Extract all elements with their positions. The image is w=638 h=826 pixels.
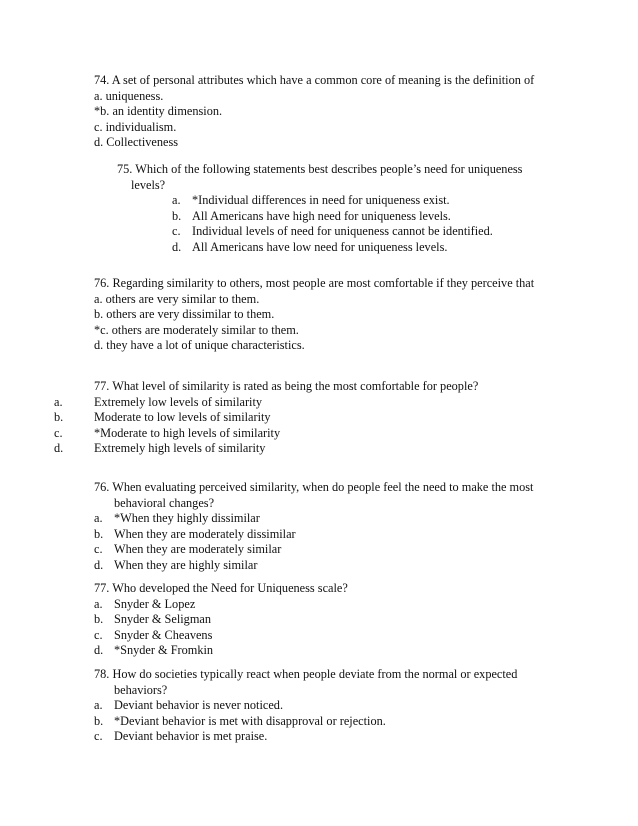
option-text: All Americans have low need for uniqueness levels. (192, 239, 448, 254)
option-letter: d. (172, 239, 182, 254)
answer-option (94, 542, 533, 558)
option-text: Individual levels of need for uniqueness cannot be identified. (192, 224, 493, 239)
option-letter: c. (94, 542, 103, 557)
answer-option: b. others are very dissimilar to them. (94, 307, 275, 322)
option-text: Extremely low levels of similarity (94, 394, 263, 409)
option-text: *Individual differences in need for uniqueness exist. (192, 193, 450, 208)
answer-option: a. others are very similar to them. (94, 291, 260, 306)
answer-option: *b. an identity dimension. (94, 104, 223, 119)
option-letter: b. (94, 713, 104, 728)
question-76 (94, 276, 534, 354)
option-text: When they are moderately similar (114, 542, 282, 557)
question-74 (94, 73, 534, 151)
option-letter: c. (94, 729, 103, 744)
option-text: Deviant behavior is met praise. (114, 729, 268, 744)
option-letter: a. (94, 596, 103, 611)
option-text: Snyder & Seligman (114, 612, 212, 627)
option-text: *Deviant behavior is met with disapproval or rejection. (114, 713, 386, 728)
option-text: *When they highly dissimilar (114, 511, 260, 526)
answer-option (117, 193, 522, 209)
answer-option (94, 729, 517, 745)
option-text: Moderate to low levels of similarity (94, 410, 271, 425)
answer-option (94, 698, 517, 714)
answer-option (94, 511, 533, 527)
answer-option (94, 643, 348, 659)
answer-option (54, 441, 478, 457)
option-letter: b. (54, 410, 64, 425)
option-letter: a. (172, 193, 181, 208)
answer-option: c. individualism. (94, 119, 177, 134)
option-letter: b. (94, 612, 104, 627)
answer-option (54, 395, 478, 411)
option-text: All Americans have high need for uniqueness levels. (192, 208, 451, 223)
answer-option (54, 426, 478, 442)
answer-option: d. they have a lot of unique characteristics. (94, 338, 305, 353)
question-stem: 76. When evaluating perceived similarity, when do people feel the need to make the most (94, 480, 534, 494)
option-text: *Snyder & Fromkin (114, 643, 214, 658)
answer-option: d. Collectiveness (94, 135, 179, 150)
answer-option (94, 527, 533, 543)
option-letter: d. (94, 643, 104, 658)
answer-option: *c. others are moderately similar to them. (94, 322, 299, 337)
answer-option (94, 714, 517, 730)
option-letter: b. (172, 208, 182, 223)
option-text: Deviant behavior is never noticed. (114, 698, 284, 713)
answer-option (54, 410, 478, 426)
question-stem-continued: behavioral changes? (114, 495, 215, 510)
option-text: *Moderate to high levels of similarity (94, 425, 281, 440)
answer-option (117, 240, 522, 256)
option-text: Snyder & Lopez (114, 596, 196, 611)
option-text: When they are moderately dissimilar (114, 526, 296, 541)
question-stem: 74. A set of personal attributes which have a common core of meaning is the definition of (94, 73, 535, 87)
question-stem: 75. Which of the following statements best describes people’s need for uniqueness (117, 162, 523, 176)
option-letter: d. (54, 441, 64, 456)
question-77-second (94, 581, 348, 659)
answer-option (94, 597, 348, 613)
option-letter: b. (94, 526, 104, 541)
answer-option (94, 628, 348, 644)
option-text: Snyder & Cheavens (114, 627, 213, 642)
question-stem: 78. How do societies typically react when people deviate from the normal or expected (94, 667, 518, 681)
option-letter: c. (94, 627, 103, 642)
question-stem-continued: levels? (131, 177, 166, 192)
option-letter: c. (54, 425, 63, 440)
question-78 (94, 667, 517, 745)
answer-option (94, 612, 348, 628)
question-75 (117, 162, 522, 256)
answer-option (94, 558, 533, 574)
answer-option (117, 224, 522, 240)
option-letter: d. (94, 557, 104, 572)
option-text: When they are highly similar (114, 557, 258, 572)
answer-option: a. uniqueness. (94, 88, 164, 103)
question-stem: 77. Who developed the Need for Uniqueness scale? (94, 581, 348, 595)
question-stem: 76. Regarding similarity to others, most people are most comfortable if they perceive that (94, 276, 535, 290)
option-letter: c. (172, 224, 181, 239)
option-letter: a. (94, 511, 103, 526)
option-text: Extremely high levels of similarity (94, 441, 266, 456)
answer-option (117, 209, 522, 225)
option-letter: a. (54, 394, 63, 409)
question-stem-continued: behaviors? (114, 682, 168, 697)
question-76-second (94, 480, 533, 574)
question-77 (54, 379, 479, 457)
option-letter: a. (94, 698, 103, 713)
question-stem: 77. What level of similarity is rated as being the most comfortable for people? (94, 379, 479, 393)
